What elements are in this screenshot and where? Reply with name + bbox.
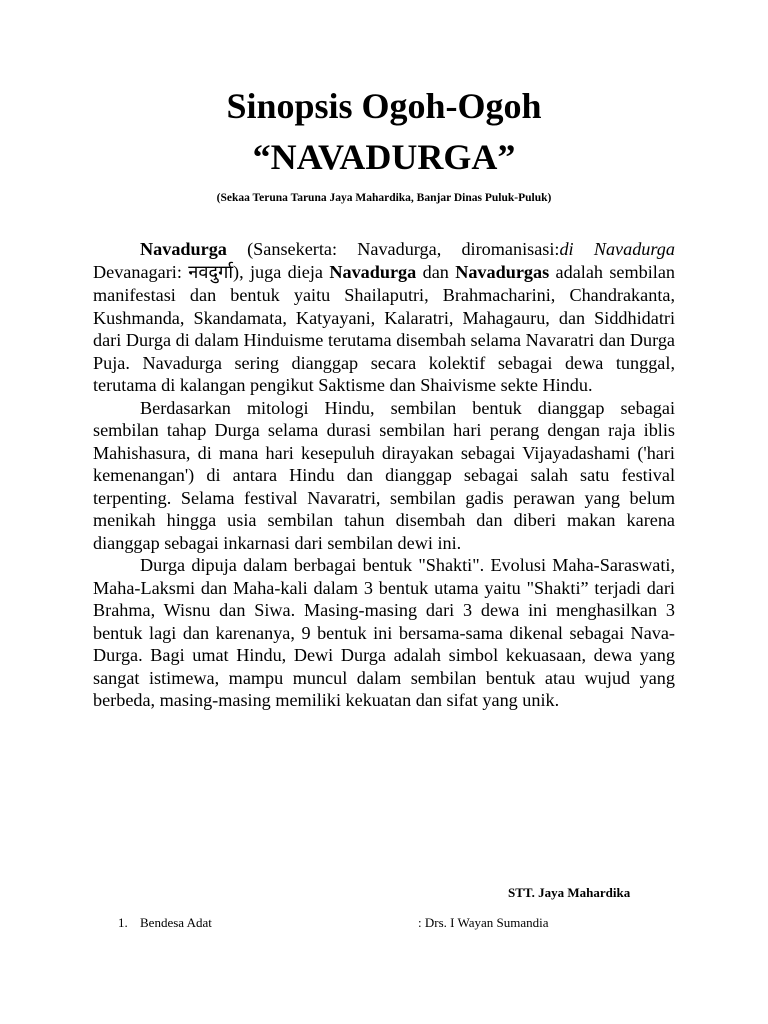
signature-org: STT. Jaya Mahardika	[508, 885, 631, 900]
document-title-name: “NAVADURGA”	[252, 137, 516, 177]
devanagari-term: नवदुर्गा	[188, 261, 234, 283]
paragraph-1	[93, 238, 675, 397]
paragraph-1-text: (Sansekerta: Navadurga, diromanisasi:	[226, 239, 560, 259]
term-navadurgas: Navadurgas	[455, 261, 550, 282]
romanized-term: di Navadurga	[559, 239, 675, 259]
term-navadurga: Navadurga	[329, 261, 417, 282]
member-number: 1.	[118, 915, 128, 930]
term-navadurga: Navadurga	[140, 239, 227, 259]
paragraph-2: Berdasarkan mitologi Hindu, sembilan bentuk dianggap sebagai sembilan tahap Durga selama durasi sembilan hari perang dengan raja iblis Mahishasura, di mana hari kesepuluh dirayakan sebagai Vijayadashami ('hari kemenangan') di antara Hindu dan dianggap sebagai salah satu festival terpenting. Selama festival Navaratri, sembilan gadis perawan yang belum menikah hingga usia sembilan tahun disembah dan diberi makan karena dianggap sebagai inkarnasi dari sembilan dewi ini.	[93, 397, 675, 553]
member-name: : Drs. I Wayan Sumandia	[418, 915, 549, 930]
document-subtitle: (Sekaa Teruna Taruna Jaya Mahardika, Banjar Dinas Puluk-Puluk)	[216, 192, 552, 204]
member-role: Bendesa Adat	[140, 915, 212, 930]
paragraph-1-text: ), juga dieja	[233, 261, 330, 282]
paragraph-1-text: adalah sembilan manifestasi dan bentuk yaitu Shailaputri, Brahmacharini, Chandrakanta, Kushmanda, Skandamata, Katyayani, Kalaratri, Mahagauru, dan Siddhidatri dari Durga di dalam Hinduisme terutama disembah selama Navaratri dan Durga Puja. Navadurga sering dianggap secara kolektif sebagai dewa tunggal, terutama di kalangan pengikut Saktisme dan Shaivisme sekte Hindu.	[93, 261, 675, 395]
body-text	[93, 238, 675, 712]
paragraph-1-text: dan	[416, 261, 456, 282]
paragraph-1-text: Devanagari:	[93, 261, 189, 282]
document-title: Sinopsis Ogoh-Ogoh	[226, 86, 542, 126]
paragraph-3: Durga dipuja dalam berbagai bentuk "Shakti". Evolusi Maha-Saraswati, Maha-Laksmi dan Maha-kali dalam 3 bentuk utama yaitu "Shakti” terjadi dari Brahma, Wisnu dan Siwa. Masing-masing dari 3 dewa ini menghasilkan 3 bentuk lagi dan karenanya, 9 bentuk ini bersama-sama dikenal sebagai Nava-Durga. Bagi umat Hindu, Dewi Durga adalah simbol kekuasaan, dewa yang sangat istimewa, mampu muncul dalam sembilan bentuk atau wujud yang berbeda, masing-masing memiliki kekuatan dan sifat yang unik.	[93, 555, 675, 710]
